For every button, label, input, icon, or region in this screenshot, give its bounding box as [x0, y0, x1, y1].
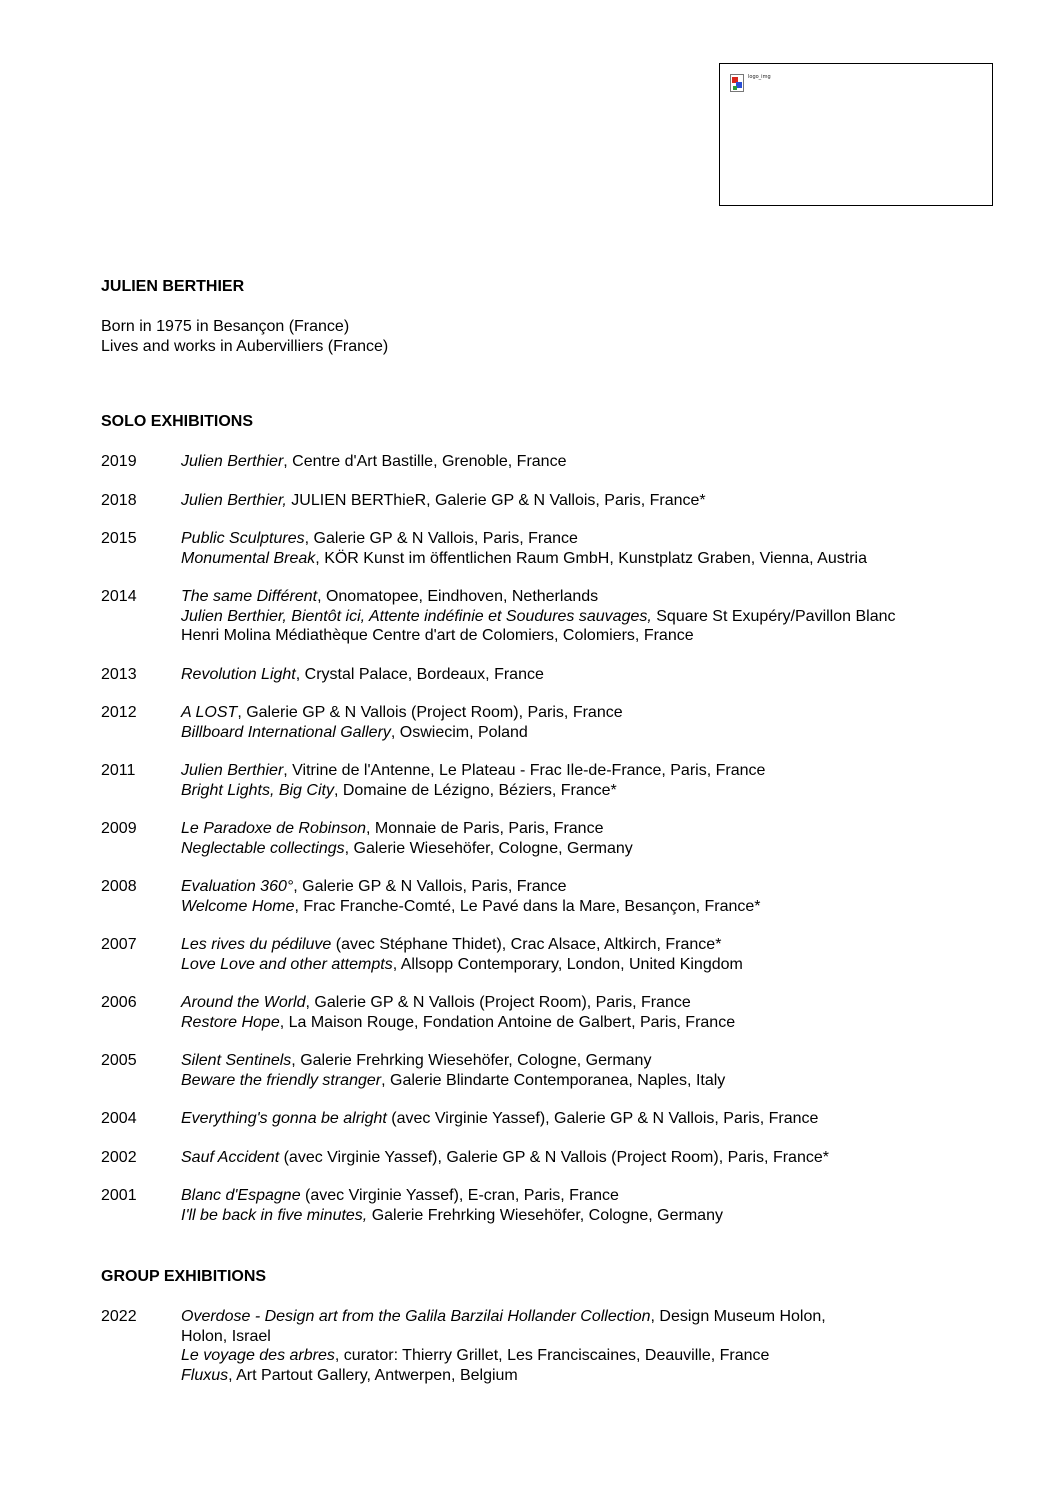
exhibition-line — [181, 1206, 1001, 1226]
exhibition-entry — [101, 703, 1001, 742]
exhibition-venue: , Vitrine de l'Antenne, Le Plateau - Frac Ile-de-France, Paris, France — [283, 762, 766, 779]
exhibition-venue: , Allsopp Contemporary, London, United Kingdom — [392, 955, 743, 973]
exhibition-entry — [101, 935, 1001, 974]
exhibition-entry — [101, 665, 1001, 685]
exhibition-venue: , Monnaie de Paris, Paris, France — [366, 820, 604, 837]
exhibition-line — [181, 452, 1001, 472]
exhibition-line — [181, 607, 1001, 627]
exhibition-line — [181, 626, 1001, 646]
exhibition-venue: , Galerie GP & N Vallois (Project Room), Paris, France — [305, 994, 691, 1011]
exhibition-entry — [101, 1307, 1001, 1385]
exhibition-year: 2009 — [101, 820, 137, 837]
exhibition-line — [181, 839, 1001, 859]
exhibition-venue: Holon, Israel — [181, 1327, 271, 1345]
exhibition-line — [181, 1346, 1001, 1366]
exhibition-entry — [101, 491, 1001, 511]
exhibition-line — [181, 491, 1001, 511]
image-alt-label: logo_img — [748, 74, 771, 80]
exhibition-title: Neglectable collectings — [181, 839, 345, 857]
exhibition-venue: , curator: Thierry Grillet, Les Franciscaines, Deauville, France — [334, 1347, 770, 1364]
exhibition-lines — [181, 491, 1001, 511]
exhibition-title: Love Love and other attempts — [181, 955, 393, 973]
exhibition-title: Overdose - Design art from the Galila Barzilai Hollander Collection — [181, 1308, 651, 1325]
exhibition-line — [181, 549, 1001, 569]
exhibition-lines — [181, 587, 1001, 646]
exhibition-line — [181, 665, 1001, 685]
exhibition-line — [181, 993, 1001, 1013]
birth-info: Born in 1975 in Besançon (France) — [101, 318, 350, 335]
exhibition-year: 2005 — [101, 1052, 137, 1069]
exhibition-venue: , Centre d'Art Bastille, Grenoble, France — [283, 453, 567, 470]
exhibition-entry — [101, 993, 1001, 1032]
exhibition-venue: , Galerie Wiesehöfer, Cologne, Germany — [344, 839, 633, 857]
exhibition-title: A LOST — [181, 704, 238, 721]
exhibition-lines — [181, 935, 1001, 974]
exhibition-line — [181, 1109, 1001, 1129]
exhibition-line — [181, 897, 1001, 917]
exhibition-venue: , Domaine de Lézigno, Béziers, France* — [333, 781, 617, 799]
exhibition-year: 2018 — [101, 491, 137, 509]
exhibition-entry — [101, 452, 1001, 472]
exhibition-line — [181, 1186, 1001, 1206]
exhibition-venue: , Design Museum Holon, — [650, 1308, 826, 1325]
exhibition-title: Monumental Break — [181, 549, 316, 567]
group-exhibitions-list — [101, 1307, 1001, 1404]
exhibition-year: 2014 — [101, 588, 137, 605]
exhibition-line — [181, 587, 1001, 607]
exhibition-lines — [181, 1051, 1001, 1090]
logo-placeholder-box — [719, 63, 993, 206]
exhibition-venue: , Oswiecim, Poland — [390, 723, 528, 741]
exhibition-year: 2011 — [101, 762, 136, 779]
exhibition-title: Julien Berthier, Bientôt ici, Attente indéfinie et Soudures sauvages, — [181, 607, 652, 625]
exhibition-title: Sauf Accident — [181, 1148, 280, 1166]
exhibition-title: Evaluation 360° — [181, 878, 294, 895]
exhibition-venue: , Galerie GP & N Vallois, Paris, France — [304, 530, 578, 547]
exhibition-year: 2019 — [101, 453, 137, 470]
group-exhibitions-heading: GROUP EXHIBITIONS — [101, 1268, 267, 1285]
exhibition-lines — [181, 819, 1001, 858]
exhibition-title: Revolution Light — [181, 665, 296, 683]
exhibition-line — [181, 1327, 1001, 1347]
exhibition-title: Silent Sentinels — [181, 1052, 292, 1069]
exhibition-lines — [181, 1186, 1001, 1225]
exhibition-title: Beware the friendly stranger — [181, 1071, 382, 1089]
exhibition-venue: , Onomatopee, Eindhoven, Netherlands — [317, 588, 599, 605]
exhibition-venue: JULIEN BERThieR, Galerie GP & N Vallois, Paris, France* — [286, 491, 706, 509]
exhibition-line — [181, 1307, 1001, 1327]
exhibition-title: Le voyage des arbres — [181, 1347, 335, 1364]
exhibition-line — [181, 1013, 1001, 1033]
exhibition-title: I'll be back in five minutes, — [181, 1206, 368, 1224]
exhibition-year: 2004 — [101, 1110, 137, 1127]
exhibition-title: Around the World — [181, 994, 306, 1011]
exhibition-venue: (avec Virginie Yassef), Galerie GP & N Vallois, Paris, France — [386, 1110, 819, 1127]
exhibition-title: Fluxus — [181, 1366, 229, 1384]
exhibition-entry — [101, 529, 1001, 568]
exhibition-lines — [181, 665, 1001, 685]
exhibition-line — [181, 877, 1001, 897]
exhibition-line — [181, 1366, 1001, 1386]
exhibition-line — [181, 955, 1001, 975]
bio — [101, 317, 388, 357]
exhibition-year: 2015 — [101, 530, 137, 547]
exhibition-year: 2008 — [101, 878, 137, 895]
exhibition-line — [181, 781, 1001, 801]
exhibition-lines — [181, 1109, 1001, 1129]
exhibition-line — [181, 723, 1001, 743]
broken-image-icon — [730, 74, 744, 92]
exhibition-venue: , Galerie GP & N Vallois (Project Room), Paris, France — [237, 704, 623, 721]
exhibition-entry — [101, 1186, 1001, 1225]
exhibition-lines — [181, 703, 1001, 742]
exhibition-venue: , Galerie GP & N Vallois, Paris, France — [293, 878, 567, 895]
exhibition-lines — [181, 1307, 1001, 1385]
exhibition-year: 2001 — [101, 1187, 137, 1204]
exhibition-venue: Henri Molina Médiathèque Centre d'art de Colomiers, Colomiers, France — [181, 627, 694, 644]
exhibition-venue: (avec Stéphane Thidet), Crac Alsace, Altkirch, France* — [331, 936, 722, 953]
exhibition-year: 2006 — [101, 994, 137, 1011]
exhibition-line — [181, 1148, 1001, 1168]
exhibition-title: Welcome Home — [181, 897, 295, 915]
exhibition-entry — [101, 761, 1001, 800]
exhibition-title: Blanc d'Espagne — [181, 1187, 301, 1204]
exhibition-year: 2002 — [101, 1148, 137, 1166]
exhibition-year: 2013 — [101, 665, 137, 683]
exhibition-line — [181, 529, 1001, 549]
solo-exhibitions-list — [101, 452, 1001, 1244]
exhibition-line — [181, 703, 1001, 723]
exhibition-venue: , Crystal Palace, Bordeaux, France — [295, 665, 544, 683]
exhibition-lines — [181, 452, 1001, 472]
exhibition-year: 2012 — [101, 704, 137, 721]
exhibition-title: The same Différent — [181, 588, 318, 605]
exhibition-line — [181, 1051, 1001, 1071]
exhibition-line — [181, 935, 1001, 955]
exhibition-lines — [181, 761, 1001, 800]
exhibition-venue: Galerie Frehrking Wiesehöfer, Cologne, Germany — [367, 1206, 723, 1224]
exhibition-title: Les rives du pédiluve — [181, 936, 332, 953]
exhibition-title: Julien Berthier — [181, 453, 284, 470]
exhibition-lines — [181, 1148, 1001, 1168]
exhibition-title: Julien Berthier, — [181, 491, 287, 509]
exhibition-lines — [181, 877, 1001, 916]
exhibition-title: Bright Lights, Big City — [181, 781, 334, 799]
exhibition-entry — [101, 1051, 1001, 1090]
exhibition-venue: , KÖR Kunst im öffentlichen Raum GmbH, Kunstplatz Graben, Vienna, Austria — [315, 549, 867, 567]
exhibition-venue: , Art Partout Gallery, Antwerpen, Belgium — [228, 1366, 518, 1384]
exhibition-year: 2022 — [101, 1308, 137, 1325]
exhibition-title: Billboard International Gallery — [181, 723, 391, 741]
exhibition-entry — [101, 819, 1001, 858]
exhibition-lines — [181, 529, 1001, 568]
exhibition-entry — [101, 1109, 1001, 1129]
exhibition-title: Everything's gonna be alright — [181, 1110, 387, 1127]
exhibition-entry — [101, 587, 1001, 646]
exhibition-title: Restore Hope — [181, 1013, 280, 1031]
exhibition-title: Le Paradoxe de Robinson — [181, 820, 367, 837]
exhibition-venue: (avec Virginie Yassef), Galerie GP & N Vallois (Project Room), Paris, France* — [279, 1148, 829, 1166]
exhibition-line — [181, 761, 1001, 781]
exhibition-entry — [101, 1148, 1001, 1168]
exhibition-venue: , Frac Franche-Comté, Le Pavé dans la Mare, Besançon, France* — [294, 897, 761, 915]
exhibition-venue: , La Maison Rouge, Fondation Antoine de Galbert, Paris, France — [279, 1013, 736, 1031]
exhibition-line — [181, 819, 1001, 839]
exhibition-venue: , Galerie Blindarte Contemporanea, Naples, Italy — [381, 1071, 726, 1089]
exhibition-line — [181, 1071, 1001, 1091]
exhibition-lines — [181, 993, 1001, 1032]
solo-exhibitions-heading: SOLO EXHIBITIONS — [101, 413, 254, 430]
exhibition-venue: , Galerie Frehrking Wiesehöfer, Cologne, Germany — [291, 1052, 652, 1069]
exhibition-title: Public Sculptures — [181, 530, 305, 547]
residence-info: Lives and works in Aubervilliers (France) — [101, 338, 389, 355]
exhibition-venue: Square St Exupéry/Pavillon Blanc — [651, 607, 896, 625]
artist-name: JULIEN BERTHIER — [101, 278, 245, 295]
exhibition-entry — [101, 877, 1001, 916]
exhibition-year: 2007 — [101, 936, 137, 953]
exhibition-title: Julien Berthier — [181, 762, 284, 779]
exhibition-venue: (avec Virginie Yassef), E-cran, Paris, France — [300, 1187, 619, 1204]
